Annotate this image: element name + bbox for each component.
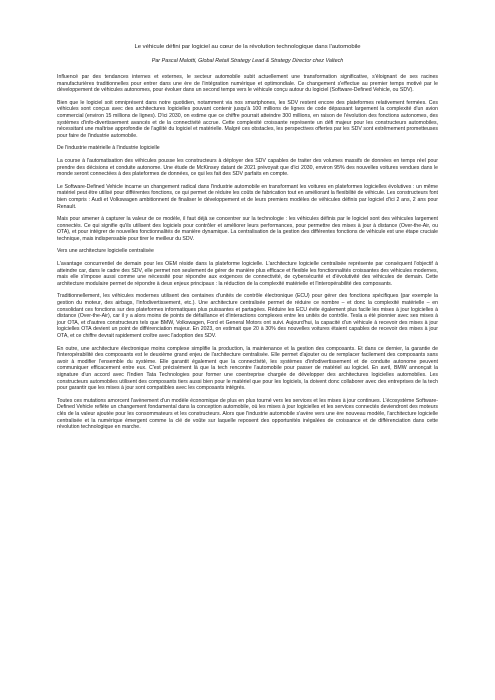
paragraph-software-complexity: Bien que le logiciel soit omniprésent dans notre quotidien, notamment via nos smartphones, les SDV restent encore des plateformes relativement fermées. Ces véhicules sont conçus avec des architectures logicielles pouvant contenir jusqu'à 100 millions de lignes de code dépassant largement la complexité d'un avion commercial (environ 15 millions de lignes). D'ici 2030, on estime que ce chiffre pourrait atteindre 300 millions, en raison de l'évolution des fonctions autonomes, des systèmes d'info-divertissement avancés et de la connectivité accrue. Cette complexité croissante représente un défi majeur pour les constructeurs automobiles, nécessitant une maîtrise approfondie de l'agilité du logiciel et matérielle. Malgré ces obstacles, les perspectives offertes par les SDV sont extrêmement prometteuses pour faire de l'industrie automobile.	[57, 99, 438, 139]
paragraph-interoperability: En outre, une architecture électronique moins complexe simplifie la production, la maintenance et la gestion des composants. Et dans ce dernier, la garantie de l'interopérabilité des composants est le deuxième grand enjeu de l'architecture centralisée. Elle permet d'ajouter ou de remplacer facilement des composants sans avoir à modifier l'ensemble du système. Elle garantit également que la connectivité, les systèmes d'infodivertissement et de conduite autonome peuvent communiquer efficacement entre eux. C'est précisément là que la tech rencontre l'automobile pour passer de matériel au logiciel. En avril, BMW annonçait la signature d'un accord avec l'Indien Tata Technologies pour former une coentreprise chargée de développer des architectures logicielles automobiles. Les constructeurs automobiles utilisent des composants tiers aussi bien pour le matériel que pour les logiciels, la doivent donc collaborer avec des entreprises de la tech pour garantir que les mises à jour sont compatibles avec les composants intégrés.	[57, 345, 438, 392]
paragraph-automation-race: La course à l'automatisation des véhicules pousse les constructeurs à déployer des SDV capables de traiter des volumes massifs de données en temps réel pour prendre des décisions et conduite autonome. Une étude de McKinsey datant de 2021 prévoyait que d'ici 2030, environ 95% des nouvelles voitures vendues dans le monde seront connectées à des plateformes de données, ce qui les fait des SDV parfaits en compte.	[57, 157, 438, 178]
section-heading-hardware-to-software: De l'industrie matérielle à l'industrie logicielle	[57, 145, 160, 152]
article-title: Le véhicule défini par logiciel au cœur de la révolution technologique dans l'automobile	[134, 44, 361, 50]
paragraph-ecu-reduction: Traditionnellement, les véhicules modernes utilisent des centaines d'unités de contrôle électronique (ECU) pour gérer des fonctions spécifiques (par exemple la gestion du moteur, des airbags, l'infodivertissement, etc.). Une architecture centralisée permet de réduire ce nombre – et donc la complexité matérielle – en consolidant ces fonctions sur des plateformes informatiques plus puissantes et partagées. Réduire les ECU évite également plus facile les mises à jour logicielles à distance (Over-the-Air), car il y a alors moins de points de défaillance et d'interactions complexes entre les unités de contrôle. Tesla a été pionnier avec ses mises à jour OTA, et d'autres constructeurs tels que BMW, Volkswagen, Ford et General Motors ont suivi. Aujourd'hui, la capacité d'un véhicule à recevoir des mises à jour logicielles OTA devient un point de différenciation majeur. En 2023, on estimait que 20 à 30% des nouvelles voitures étaient capables de recevoir des mises à jour OTA, et ce chiffre devrait rapidement croître avec l'adoption des SDV.	[57, 293, 438, 339]
paragraph-oem-advantage: L'avantage concurrentiel de demain pour les OEM réside dans la plateforme logicielle. L'architecture logicielle centralisée représente par conséquent l'objectif à atteindre car, dans le cadre des SDV, elle permet non seulement de gérer de manière plus efficace et flexible les fonctionnalités croissantes des véhicules modernes, mais elle s'impose aussi comme une nécessité pour répondre aux exigences de connectivité, de cybersécurité et d'évolutivité des véhicules de demain. Cette architecture modulaire permet de répondre à deux enjeux principaux : la réduction de la complexité matérielle et l'interopérabilité des composants.	[57, 261, 438, 287]
article-byline: Par Pascal Malotti, Global Retail Strategy Lead & Strategy Director chez Valtech	[151, 58, 344, 64]
paragraph-conclusion: Toutes ces mutations amorcent l'avènement d'un modèle économique de plus en plus tourné vers les services et les mises à jour continues. L'écosystème Software-Defined Vehicle reflète un changement fondamental dans la conception automobile, où les mises à jour logicielles et les services connectés deviendront des moteurs clés de la valeur ajoutée pour les consommateurs et les constructeurs. Alors que l'industrie automobile s'avère vers une ère nouveau modèle, l'architecture logicielle centralisée et la numérique émergent comme la clé de voûte sur laquelle reposent des opportunités inégalées de croissance et de différenciation dans cette révolution technologique en marche.	[57, 397, 438, 431]
section-heading-centralized-architecture: Vers une architecture logicielle centralisée	[57, 248, 154, 255]
paragraph-sdv-radical-change: Le Software-Defined Vehicle incarne un changement radical dans l'industrie automobile en transformant les voitures en plateformes logicielles évolutives : un même matériel peut être utilisé pour différentes fonctions, ce qui permet de réduire les coûts de fabrication tout en améliorant la flexibilité de véhicule. Les constructeurs font bien compris : Audi et Volkswagen ambitionnent de finaliser le développement et de leurs premiers modèles de véhicules définis par logiciel d'ici 2 ans, 2 ans pour Renault.	[57, 183, 438, 210]
paragraph-intro: Influencé par des tendances internes et externes, le secteur automobile subit actuellement une transformation significative, s'éloignant de ses racines manufacturières traditionnelles pour entrer dans une ère de l'intégration numérique et optimondiale. Ce changement s'effectue au premier temps motivé par le développement de véhicules autonomes, pour évoluer dans un second temps vers le véhicule conçu autour du logiciel (Software-Defined Vehicle, ou SDV).	[57, 74, 438, 94]
paragraph-connected-vehicles: Mais pour amener à capturer la valeur de ce modèle, il faut déjà se concentrer sur la technologie : les véhicules définis par le logiciel sont des véhicules largement connectés. Ce qui signifie qu'ils utilisent des logiciels pour contrôler et améliorer leurs performances, pour permettre des mises à jour à distance (Over-the-Air, ou OTA), et pour intégrer de nouvelles fonctionnalités de manière dynamique. La centralisation de la gestion des différentes fonctions de véhicule est une étape cruciale technique, mais indispensable pour tirer le meilleur du SDV.	[57, 216, 438, 242]
